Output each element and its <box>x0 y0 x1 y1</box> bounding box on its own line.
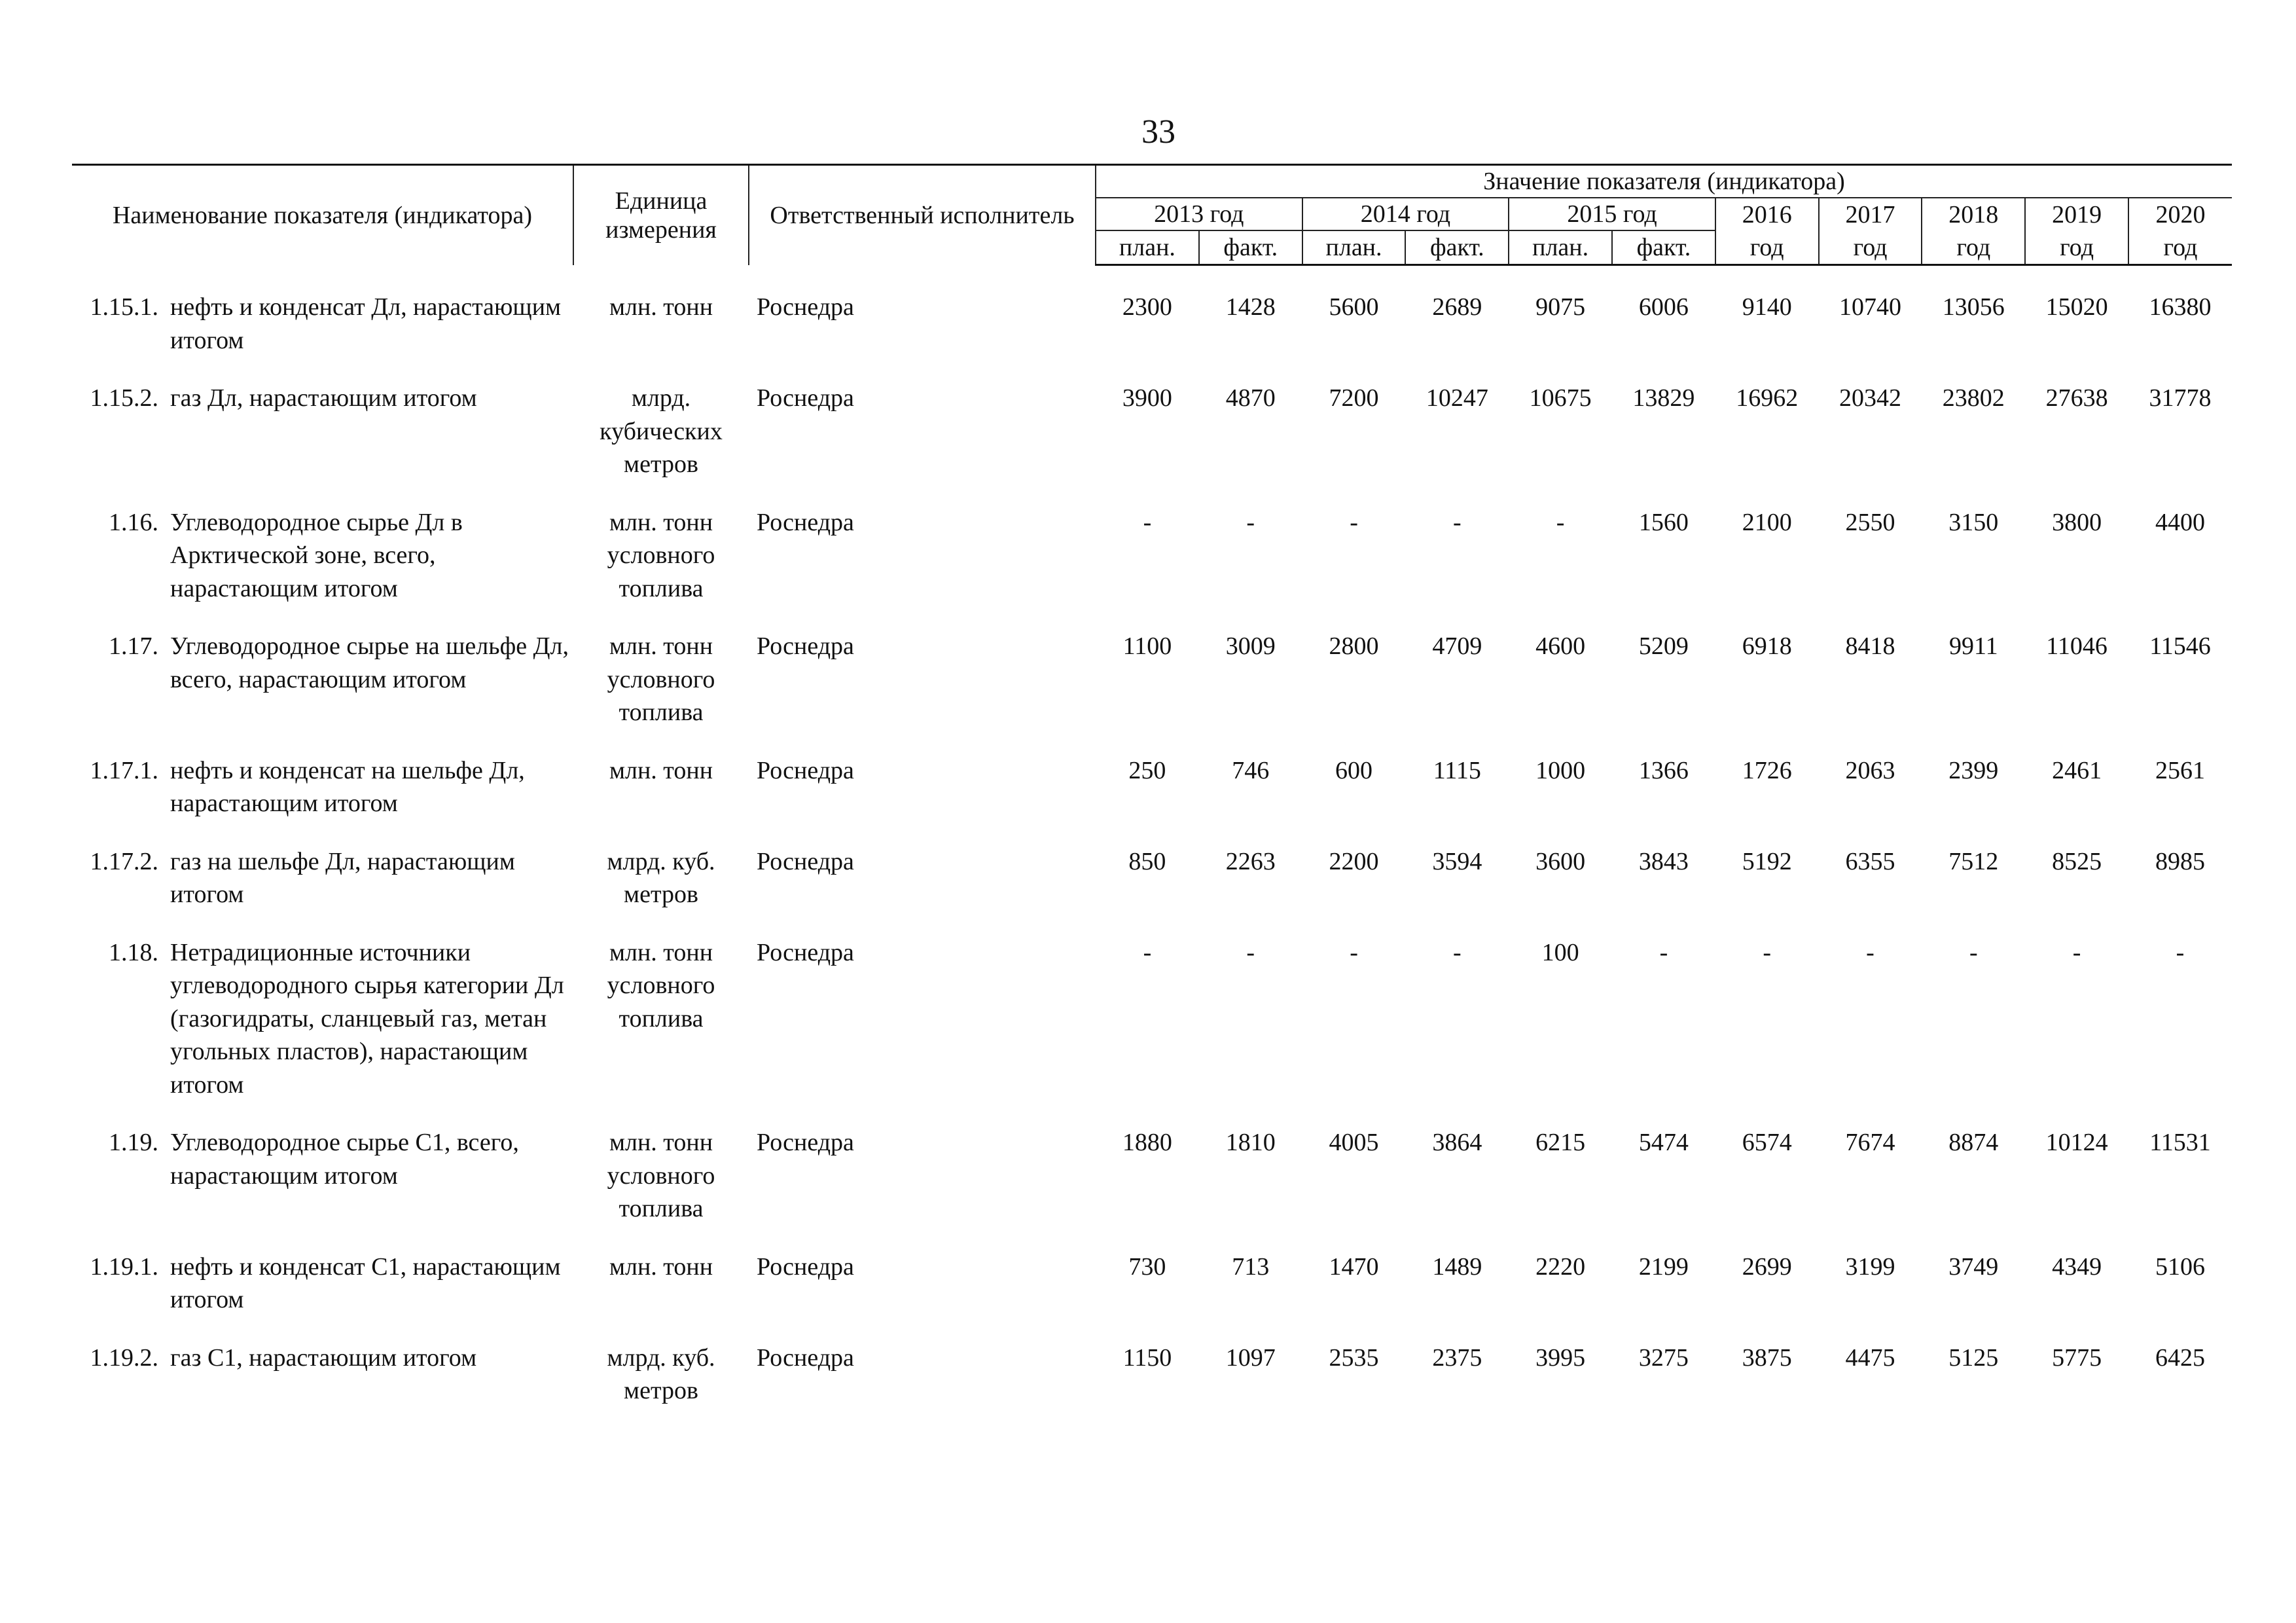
row-value: 3900 <box>1122 384 1172 412</box>
table-row <box>72 382 2232 481</box>
row-unit: млн. тонн условного топлива <box>607 938 715 1032</box>
row-value: 5106 <box>2155 1252 2205 1281</box>
header-plan: план. <box>1096 230 1199 265</box>
header-god: год <box>1922 230 2025 265</box>
row-value: 20342 <box>1839 384 1901 412</box>
row-value: 3800 <box>2052 508 2102 536</box>
header-value: Значение показателя (индикатора) <box>1096 165 2232 198</box>
row-value: 6006 <box>1638 293 1689 321</box>
row-value: 11546 <box>2149 632 2211 660</box>
header-god: год <box>1715 230 1819 265</box>
header-year-2015: 2015 год <box>1509 198 1715 230</box>
row-value: 2561 <box>2155 756 2205 784</box>
row-unit: млрд. куб. метров <box>607 1343 715 1404</box>
row-responsible: Роснедра <box>757 938 854 966</box>
table-row <box>72 845 2232 911</box>
header-fact: факт. <box>1405 230 1509 265</box>
row-name: нефть и конденсат Дл, нарастающим итогом <box>170 293 562 354</box>
row-value: 9911 <box>1949 632 1998 660</box>
row-name: газ на шельфе Дл, нарастающим итогом <box>170 847 515 908</box>
row-value: 4400 <box>2155 508 2205 536</box>
table-row <box>72 506 2232 606</box>
row-value: 10675 <box>1529 384 1592 412</box>
row-value: 5209 <box>1638 632 1689 660</box>
row-value: - <box>1143 508 1152 536</box>
row-value: 2375 <box>1432 1343 1482 1372</box>
row-code: 1.19. <box>109 1129 158 1156</box>
header-plan: план. <box>1302 230 1406 265</box>
row-code: 1.19.1. <box>90 1252 158 1281</box>
header-year-2018: 2018 <box>1922 198 2025 230</box>
row-name: газ С1, нарастающим итогом <box>170 1343 477 1372</box>
header-god: год <box>2025 230 2128 265</box>
row-value: 11046 <box>2046 632 2108 660</box>
row-value: 3199 <box>1845 1252 1895 1281</box>
row-value: - <box>1659 938 1668 966</box>
row-value: 1366 <box>1638 756 1689 784</box>
row-code: 1.17. <box>109 632 158 660</box>
row-unit: млн. тонн условного топлива <box>607 632 715 726</box>
row-value: 2300 <box>1122 293 1172 321</box>
row-responsible: Роснедра <box>757 384 854 412</box>
row-value: 1880 <box>1122 1129 1172 1156</box>
row-code: 1.17.2. <box>90 847 158 875</box>
row-value: 2800 <box>1329 632 1379 660</box>
row-value: 2535 <box>1329 1343 1379 1372</box>
row-value: 746 <box>1232 756 1270 784</box>
row-value: 850 <box>1128 847 1166 875</box>
row-value: 8874 <box>1948 1129 1999 1156</box>
row-value: 5474 <box>1638 1129 1689 1156</box>
row-responsible: Роснедра <box>757 632 854 660</box>
row-value: 3275 <box>1638 1343 1689 1372</box>
row-value: 5600 <box>1329 293 1379 321</box>
header-year-2020: 2020 <box>2128 198 2232 230</box>
row-value: 1810 <box>1225 1129 1276 1156</box>
row-value: 27638 <box>2045 384 2108 412</box>
row-value: - <box>1246 938 1255 966</box>
row-value: 10247 <box>1426 384 1488 412</box>
page-number: 33 <box>1141 113 1175 151</box>
header-god: год <box>2128 230 2232 265</box>
row-name: нефть и конденсат С1, нарастающим итогом <box>170 1252 561 1313</box>
row-value: 3150 <box>1948 508 1999 536</box>
row-code: 1.19.2. <box>90 1343 158 1372</box>
header-name: Наименование показателя (индикатора) <box>72 165 573 265</box>
header-year-2016: 2016 <box>1715 198 1819 230</box>
row-value: 7674 <box>1845 1129 1895 1156</box>
row-value: - <box>1350 938 1358 966</box>
row-name: Углеводородное сырье С1, всего, нарастающим итогом <box>170 1129 519 1190</box>
row-value: 1428 <box>1225 293 1276 321</box>
table-row <box>72 936 2232 1102</box>
table-row <box>72 754 2232 820</box>
row-value: 2220 <box>1535 1252 1586 1281</box>
row-code: 1.15.1. <box>90 293 158 321</box>
row-value: 1726 <box>1742 756 1792 784</box>
row-value: 6355 <box>1845 847 1895 875</box>
row-value: 1100 <box>1122 632 1172 660</box>
row-value: 5775 <box>2052 1343 2102 1372</box>
header-fact: факт. <box>1199 230 1302 265</box>
row-value: 3009 <box>1225 632 1276 660</box>
row-value: 13829 <box>1632 384 1695 412</box>
table-header <box>72 165 2232 265</box>
row-responsible: Роснедра <box>757 847 854 875</box>
row-value: 2199 <box>1638 1252 1689 1281</box>
row-value: 600 <box>1335 756 1373 784</box>
row-value: 100 <box>1541 938 1579 966</box>
row-value: - <box>2176 938 2185 966</box>
row-value: 713 <box>1232 1252 1270 1281</box>
row-code: 1.15.2. <box>90 384 158 412</box>
header-unit: Единица измерения <box>573 165 749 265</box>
row-value: 3864 <box>1432 1129 1482 1156</box>
row-unit: млн. тонн условного топлива <box>607 508 715 602</box>
row-value: 1115 <box>1433 756 1481 784</box>
header-year-2013: 2013 год <box>1096 198 1302 230</box>
row-value: 1000 <box>1535 756 1586 784</box>
row-value: 6574 <box>1742 1129 1792 1156</box>
row-value: 8525 <box>2052 847 2102 875</box>
row-unit: млн. тонн <box>609 1252 713 1281</box>
row-value: - <box>1452 508 1462 536</box>
row-value: 16380 <box>2149 293 2212 321</box>
row-value: 2100 <box>1742 508 1792 536</box>
row-value: 2699 <box>1742 1252 1792 1281</box>
row-code: 1.17.1. <box>90 756 158 784</box>
row-value: - <box>1143 938 1152 966</box>
table-body <box>72 265 2232 1408</box>
row-unit: млн. тонн <box>609 756 713 784</box>
row-value: 250 <box>1128 756 1166 784</box>
row-value: 4475 <box>1845 1343 1895 1372</box>
row-value: 15020 <box>2045 293 2108 321</box>
table-row <box>72 1341 2232 1408</box>
row-responsible: Роснедра <box>757 1129 854 1156</box>
row-unit: млн. тонн <box>609 293 713 321</box>
row-value: 1560 <box>1638 508 1689 536</box>
row-name: Нетрадиционные источники углеводородного сырья категории Дл (газогидраты, сланцевый газ, метан угольных пластов), нарастающим итогом <box>170 938 564 1099</box>
row-value: 1489 <box>1432 1252 1482 1281</box>
row-value: 7200 <box>1329 384 1379 412</box>
row-value: 10124 <box>2045 1129 2108 1156</box>
row-value: 3843 <box>1638 847 1689 875</box>
row-value: 7512 <box>1948 847 1999 875</box>
row-name: газ Дл, нарастающим итогом <box>170 384 477 412</box>
row-name: нефть и конденсат на шельфе Дл, нарастающим итогом <box>170 756 525 817</box>
row-value: - <box>1452 938 1462 966</box>
table-row <box>72 1126 2232 1226</box>
header-plan: план. <box>1509 230 1612 265</box>
row-responsible: Роснедра <box>757 1252 854 1281</box>
row-value: 730 <box>1128 1252 1166 1281</box>
row-value: 3594 <box>1432 847 1482 875</box>
row-value: 2200 <box>1329 847 1379 875</box>
row-code: 1.18. <box>109 938 158 966</box>
row-value: 2263 <box>1225 847 1276 875</box>
row-value: - <box>1969 938 1978 966</box>
row-value: - <box>1763 938 1772 966</box>
row-value: 2063 <box>1845 756 1895 784</box>
row-value: 31778 <box>2149 384 2212 412</box>
header-year-2017: 2017 <box>1819 198 1922 230</box>
table-row <box>72 291 2232 357</box>
row-value: 23802 <box>1942 384 2005 412</box>
row-value: 9075 <box>1535 293 1586 321</box>
row-value: - <box>2072 938 2081 966</box>
row-value: 5192 <box>1742 847 1792 875</box>
row-unit: млрд. куб. метров <box>607 847 715 908</box>
row-value: 1470 <box>1329 1252 1379 1281</box>
row-value: 1150 <box>1122 1343 1172 1372</box>
row-value: 3875 <box>1742 1343 1792 1372</box>
row-value: 3995 <box>1535 1343 1586 1372</box>
table-row <box>72 1250 2232 1317</box>
table-row <box>72 630 2232 729</box>
row-value: 8418 <box>1845 632 1895 660</box>
row-unit: млрд. кубических метров <box>600 384 723 478</box>
row-value: - <box>1556 508 1565 536</box>
row-responsible: Роснедра <box>757 508 854 536</box>
row-value: - <box>1866 938 1874 966</box>
row-value: 2399 <box>1948 756 1999 784</box>
row-responsible: Роснедра <box>757 293 854 321</box>
row-value: 13056 <box>1942 293 2005 321</box>
row-value: 2461 <box>2052 756 2102 784</box>
row-value: 9140 <box>1742 293 1792 321</box>
row-responsible: Роснедра <box>757 1343 854 1372</box>
row-value: 3600 <box>1535 847 1586 875</box>
row-unit: млн. тонн условного топлива <box>607 1129 715 1222</box>
header-god: год <box>1819 230 1922 265</box>
row-value: - <box>1246 508 1255 536</box>
row-value: 3749 <box>1948 1252 1999 1281</box>
row-value: 16962 <box>1736 384 1799 412</box>
row-value: 4709 <box>1432 632 1482 660</box>
header-year-2019: 2019 <box>2025 198 2128 230</box>
row-value: 4870 <box>1225 384 1276 412</box>
header-year-2014: 2014 год <box>1302 198 1509 230</box>
row-value: 5125 <box>1948 1343 1999 1372</box>
row-value: 1097 <box>1225 1343 1276 1372</box>
row-value: 2550 <box>1845 508 1895 536</box>
row-value: - <box>1350 508 1358 536</box>
row-value: 4005 <box>1329 1129 1379 1156</box>
row-value: 11531 <box>2149 1129 2211 1156</box>
row-value: 6918 <box>1742 632 1792 660</box>
row-code: 1.16. <box>109 508 158 536</box>
row-value: 6425 <box>2155 1343 2205 1372</box>
row-value: 6215 <box>1535 1129 1586 1156</box>
header-fact: факт. <box>1612 230 1715 265</box>
indicator-table <box>72 164 2232 1408</box>
row-value: 10740 <box>1839 293 1901 321</box>
row-value: 8985 <box>2155 847 2205 875</box>
row-value: 4600 <box>1535 632 1586 660</box>
row-name: Углеводородное сырье Дл в Арктической зоне, всего, нарастающим итогом <box>170 508 463 602</box>
row-value: 2689 <box>1432 293 1482 321</box>
row-name: Углеводородное сырье на шельфе Дл, всего, нарастающим итогом <box>170 632 569 693</box>
header-responsible: Ответственный исполнитель <box>749 165 1096 265</box>
row-responsible: Роснедра <box>757 756 854 784</box>
row-value: 4349 <box>2052 1252 2102 1281</box>
